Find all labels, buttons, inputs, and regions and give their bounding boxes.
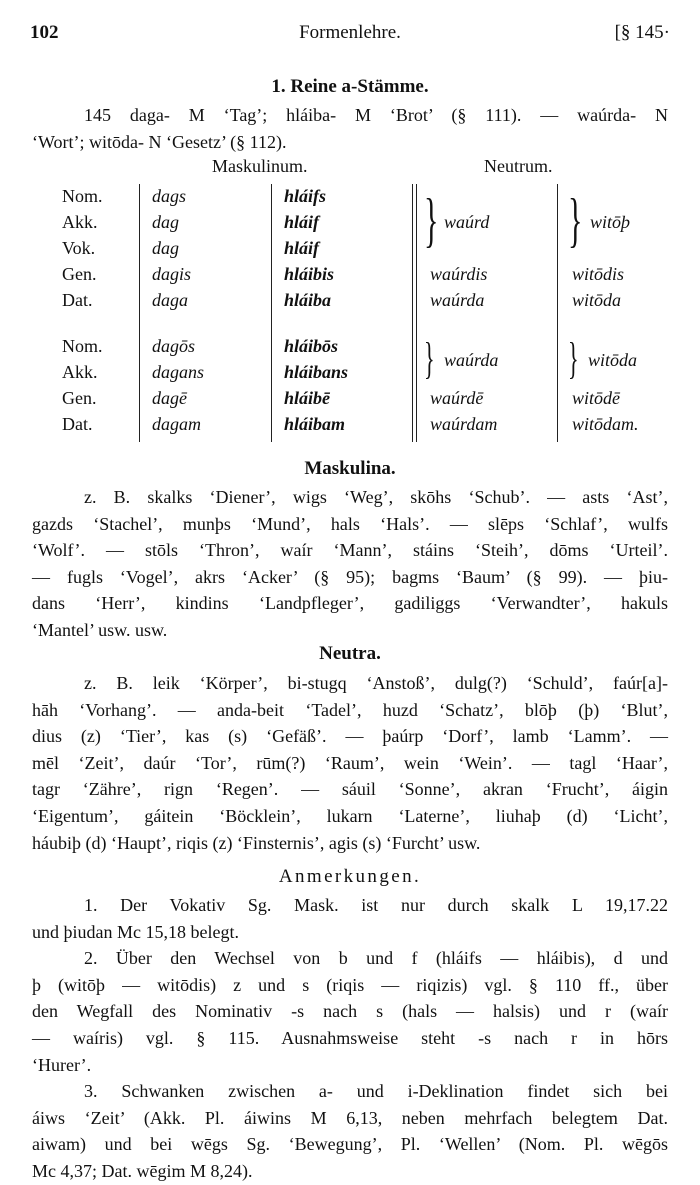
text-line: z. B. skalks ‘Diener’, wigs ‘Weg’, skōhs ‘Schub’. — asts ‘Ast’, xyxy=(84,487,668,507)
page-number: 102 xyxy=(30,22,59,43)
column-rule xyxy=(139,184,140,442)
text-line: 3. Schwanken zwischen a- und i-Deklination findet sich bei xyxy=(84,1081,668,1102)
intro-line: ‘Wort’; witōda- N ‘Gesetz’ (§ 112). xyxy=(32,131,287,152)
text-line: mēl ‘Zeit’, daúr ‘Tor’, rūm(?) ‘Raum’, wein ‘Wein’. — tagl ‘Haar’, xyxy=(32,752,668,773)
form-waurd: waúrda xyxy=(444,350,499,370)
case-label: Dat. xyxy=(62,290,93,310)
text-line: — waíris) vgl. § 115. Ausnahmsweise steht -s nach r in hōrs xyxy=(32,1027,668,1048)
form-hlaifs: hláif xyxy=(284,238,320,258)
form-hlaifs: hláibē xyxy=(284,388,331,408)
text-line: ‘Eigentum’, gáitein ‘Böcklein’, lukarn ‘Laterne’, liuhaþ (d) ‘Licht’, xyxy=(32,805,668,826)
form-witop: witōdē xyxy=(572,388,620,408)
form-dags: dag xyxy=(152,238,179,258)
text-line: áiws ‘Zeit’ (Akk. Pl. áiwins M 6,13, neben mehrfach belegtem Dat. xyxy=(32,1107,668,1128)
form-dags: dags xyxy=(152,186,187,206)
text-line: ‘Hurer’. xyxy=(32,1054,92,1075)
form-dags: dagam xyxy=(152,414,201,434)
declension-table xyxy=(60,156,660,446)
text-line: 1. Der Vokativ Sg. Mask. ist nur durch skalk L 19,17.22 xyxy=(84,895,668,915)
column-rule xyxy=(557,184,558,442)
text-line: þ (witōþ — witōdis) z und s (riqis — riqizis) vgl. § 110 ff., über xyxy=(32,974,668,995)
text-line: Mc 4,37; Dat. wēgim M 8,24). xyxy=(32,1160,253,1181)
form-dags: dag xyxy=(152,212,179,232)
column-rule xyxy=(412,184,413,442)
form-witop: witōda xyxy=(572,290,622,310)
column-rule xyxy=(416,184,417,442)
text-line: ‘Mantel’ usw. usw. xyxy=(32,619,168,640)
text-line: 2. Über den Wechsel von b und f (hláifs — hláibis), d und xyxy=(84,948,668,969)
form-dags: dagis xyxy=(152,264,192,284)
form-dags: daga xyxy=(152,290,188,310)
intro-paragraph xyxy=(32,102,668,155)
case-label: Vok. xyxy=(62,238,96,258)
form-dags: dagans xyxy=(152,362,205,382)
text-line: ‘Wolf’. — stōls ‘Thron’, waír ‘Mann’, stáins ‘Steih’, dōms ‘Urteil’. xyxy=(32,540,668,561)
form-hlaifs: hláif xyxy=(284,212,320,232)
case-label: Gen. xyxy=(62,388,97,408)
form-hlaifs: hláifs xyxy=(284,186,327,206)
text-line: dans ‘Herr’, kindins ‘Landpfleger’, gadiliggs ‘Verwandter’, hakuls xyxy=(32,593,668,614)
form-dags: dagōs xyxy=(152,336,196,356)
form-waurd: waúrdam xyxy=(430,414,498,434)
anmerkungen-heading: Anmerkungen. xyxy=(278,866,422,887)
case-label: Dat. xyxy=(62,414,93,434)
brace: } xyxy=(424,334,435,383)
form-hlaifs: hláibans xyxy=(284,362,349,382)
text-line: hāh ‘Vorhang’. — anda-beit ‘Tadel’, huzd ‘Schatz’, blōþ (þ) ‘Blut’, xyxy=(32,699,668,720)
text-line: gazds ‘Stachel’, munþs ‘Mund’, hals ‘Hals’. — slēps ‘Schlaf’, wulfs xyxy=(32,513,668,534)
intro-line: 145 daga- M ‘Tag’; hláiba- M ‘Brot’ (§ 111). — waúrda- N xyxy=(84,105,668,125)
form-dags: dagē xyxy=(152,388,187,408)
text-line: dius (z) ‘Tier’, kas (s) ‘Gefäß’. — þaúrp ‘Dorf’, lamb ‘Lamm’. — xyxy=(32,726,668,747)
maskulina-heading: Maskulina. xyxy=(304,458,396,479)
column-rule xyxy=(271,184,272,442)
case-label: Nom. xyxy=(62,186,103,206)
form-hlaifs: hláibis xyxy=(284,264,335,284)
running-title: Formenlehre. xyxy=(299,22,401,43)
form-hlaifs: hláiba xyxy=(284,290,332,310)
form-witop: witōdam. xyxy=(572,414,639,434)
section-title: 1. Reine a-Stämme. xyxy=(271,76,429,97)
text-line: z. B. leik ‘Körper’, bi-stugq ‘Anstoß’, dulg(?) ‘Schuld’, faúr[a]- xyxy=(84,673,668,693)
form-waurd: waúrda xyxy=(430,290,485,310)
form-witop: witōdis xyxy=(572,264,625,284)
brace: } xyxy=(568,187,583,253)
form-witop: witōþ xyxy=(590,212,631,232)
text-line: und þiudan Mc 15,18 belegt. xyxy=(32,921,239,942)
case-label: Gen. xyxy=(62,264,97,284)
neutra-heading: Neutra. xyxy=(319,643,381,664)
section-marker: [§ 145· xyxy=(614,22,670,43)
case-label: Nom. xyxy=(62,336,103,356)
text-line: háubiþ (d) ‘Haupt’, riqis (z) ‘Finsternis’, agis (s) ‘Furcht’ usw. xyxy=(32,832,481,853)
running-header xyxy=(30,22,670,48)
maskulina-paragraph xyxy=(32,484,668,644)
form-waurd: waúrd xyxy=(444,212,490,232)
brace: } xyxy=(568,334,579,383)
text-line: — fugls ‘Vogel’, akrs ‘Acker’ (§ 95); bagms ‘Baum’ (§ 99). — þiu- xyxy=(32,566,668,587)
form-witop: witōda xyxy=(588,350,638,370)
anmerkungen-paragraph xyxy=(32,892,668,1185)
form-waurd: waúrdē xyxy=(430,388,484,408)
text-line: den Wegfall des Nominativ -s nach s (hals — halsis) und r (waír xyxy=(32,1001,668,1022)
form-waurd: waúrdis xyxy=(430,264,488,284)
form-hlaifs: hláibam xyxy=(284,414,346,434)
neutra-paragraph xyxy=(32,670,668,856)
text-line: tagr ‘Zähre’, rign ‘Regen’. — sáuil ‘Sonne’, akran ‘Frucht’, áigin xyxy=(32,779,668,800)
text-line: aiwam) und bei wēgs Sg. ‘Bewegung’, Pl. ‘Wellen’ (Nom. Pl. wēgōs xyxy=(32,1134,668,1155)
form-hlaifs: hláibōs xyxy=(284,336,339,356)
brace: } xyxy=(424,187,439,253)
case-label: Akk. xyxy=(62,362,98,382)
masc-header: Maskulinum. xyxy=(212,156,308,176)
case-label: Akk. xyxy=(62,212,98,232)
neut-header: Neutrum. xyxy=(484,156,553,176)
